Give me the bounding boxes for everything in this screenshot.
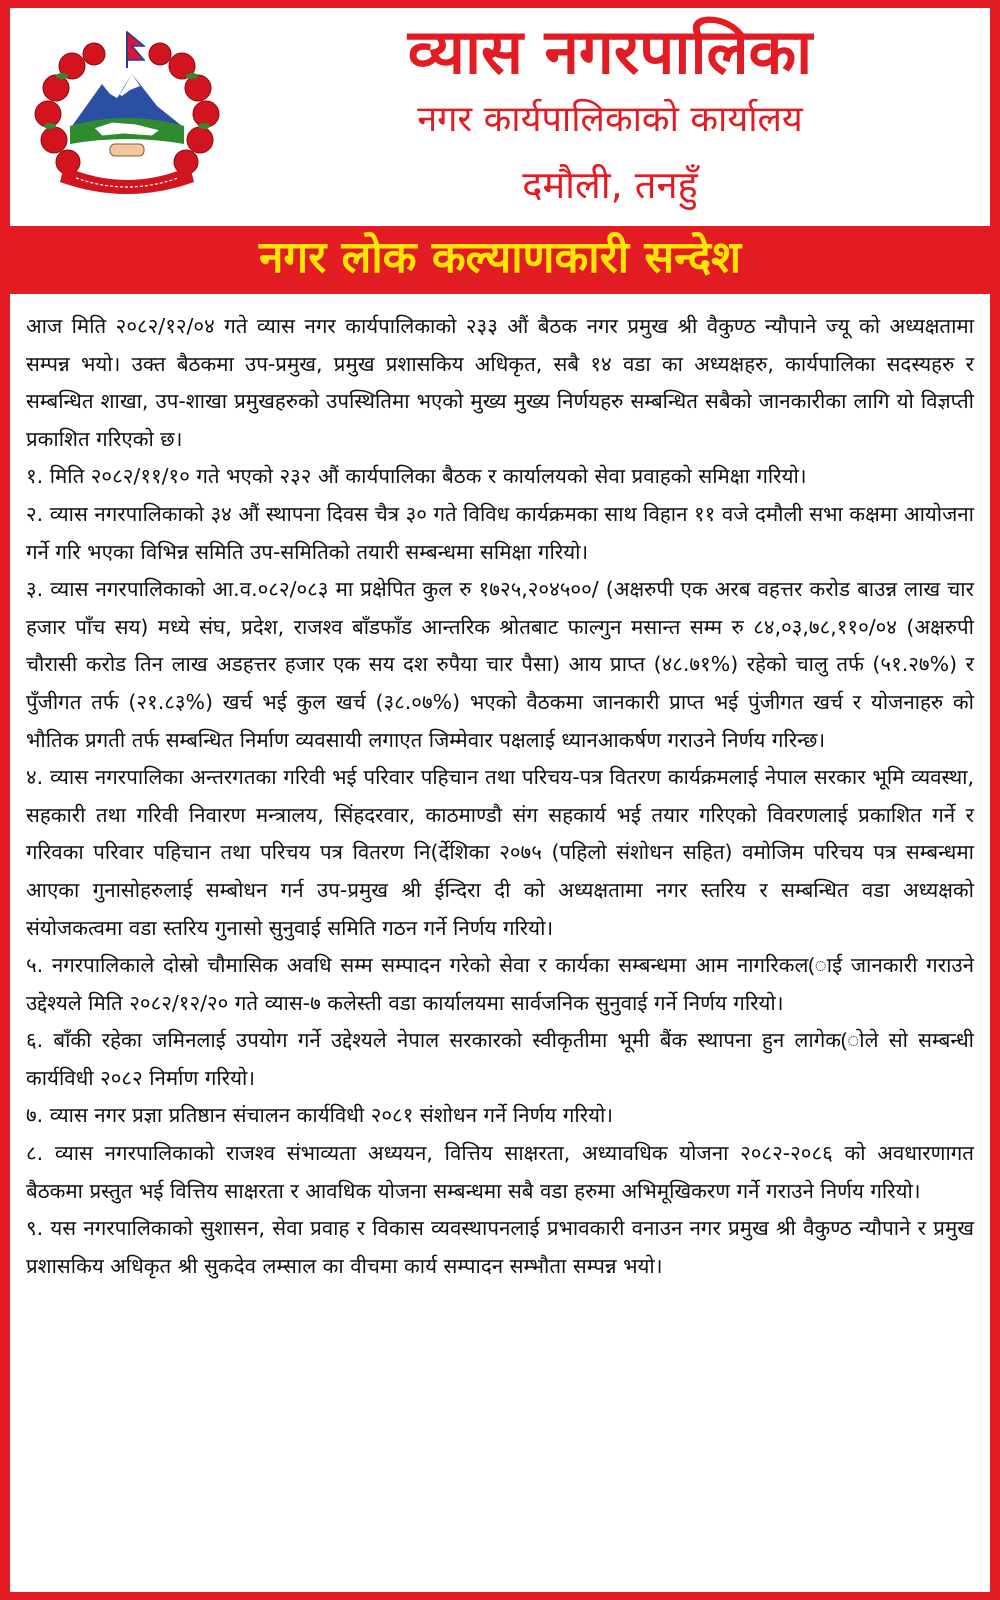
decision-item: १. मिति २०८२/११/१० गते भएको २३२ औं कार्यपालिका बैठक र कार्यालयको सेवा प्रवाहको समिक्षा गरियो।	[26, 464, 807, 489]
municipality-name: व्यास नगरपालिका	[407, 15, 813, 88]
notice-body	[10, 294, 990, 1592]
decision-item: ६. बाँकी रहेका जमिनलाई उपयोग गर्ने उद्देश्यले नेपाल सरकारको स्वीकृतीमा भूमी बैंक स्थापना हुन लागेक(ोले सो सम्बन्धी कार्यविधी २०८२ निर्माण गरियो।	[26, 1028, 974, 1090]
intro-paragraph: आज मिति २०८२/१२/०४ गते व्यास नगर कार्यपालिकाको २३३ औं बैठक नगर प्रमुख श्री वैकुण्ठ न्यौपाने ज्यू को अध्यक्षतामा सम्पन्न भयो। उक्त बैठकमा उप-प्रमुख, प्रमुख प्रशासकिय अधिकृत, सबै १४ वडा का अध्यक्षहरु, कार्यपालिका सदस्यहरु र सम्बन्धित शाखा, उप-शाखा प्रमुखहरुको उपस्थितिमा भएको मुख्य मुख्य निर्णयहरु सम्बन्धित सबैको जानकारीका लागि यो विज्ञप्ती प्रकाशित गरिएको छ।	[26, 314, 974, 451]
office-location: दमौली, तनहुँ	[522, 163, 698, 207]
header-panel	[10, 8, 990, 226]
decision-item: ४. व्यास नगरपालिका अन्तरगतका गरिवी भई परिवार पहिचान तथा परिचय-पत्र वितरण कार्यक्रमलाई नेपाल सरकार भूमि व्यवस्था, सहकारी तथा गरिवी निवारण मन्त्रालय, सिंहदरवार, काठमाण्डौ संग सहकार्य भई तयार गरिएको विवरणलाई प्रकाशित गर्ने र गरिवका परिवार पहिचान तथा परिचय पत्र वितरण नि(र्देशिका २०७५ (पहिलो संशोधन सहित) वमोजिम परिचय पत्र सम्बन्धमा आएका गुनासोहरुलाई सम्बोधन गर्न उप-प्रमुख श्री ईन्दिरा दी को अध्यक्षतामा नगर स्तरिय र सम्बन्धित वडा अध्यक्षको संयोजकत्वमा वडा स्तरिय गुनासो सुनुवाई समिति गठन गर्ने निर्णय गरियो।	[26, 765, 974, 940]
notice-banner	[10, 228, 990, 288]
notice-title: नगर लोक कल्याणकारी सन्देश	[259, 232, 741, 283]
decision-item: ३. व्यास नगरपालिकाको आ.व.०८२/०८३ मा प्रक्षेपित कुल रु १७२५,२०४५००/ (अक्षरुपी एक अरब वहत्तर करोड बाउन्न लाख चार हजार पाँच सय) मध्ये संघ, प्रदेश, राजश्व बाँडफाँड आन्तरिक श्रोतबाट फाल्गुन मसान्त सम्म रु ८४,०३,७८,११०/०४ (अक्षरुपी चौरासी करोड तिन लाख अडहत्तर हजार एक सय दश रुपैया चार पैसा) आय प्राप्त (४८.७१%) रहेको चालु तर्फ (५१.२७%) र पुँजीगत तर्फ (२१.८३%) खर्च भई कुल खर्च (३८.०७%) भएको वैठकमा जानकारी प्राप्त भई पुंजीगत खर्च र योजनाहरु को भौतिक प्रगती तर्फ सम्बन्धित निर्माण व्यवसायी लगाएत जिम्मेवार पक्षलाई ध्यानआकर्षण गराउने निर्णय गरिन्छ।	[26, 577, 974, 752]
decision-item: ७. व्यास नगर प्रज्ञा प्रतिष्ठान संचालन कार्यविधी २०८१ संशोधन गर्ने निर्णय गरियो।	[26, 1103, 614, 1128]
decision-item: २. व्यास नगरपालिकाको ३४ औं स्थापना दिवस चैत्र ३० गते विविध कार्यक्रमका साथ विहान ११ वजे दमौली सभा कक्षमा आयोजना गर्ने गरि भएका विभिन्न समिति उप-समितिको तयारी सम्बन्धमा समिक्षा गरियो।	[26, 501, 974, 564]
header-titles	[230, 8, 990, 226]
nepal-emblem-icon	[32, 26, 222, 201]
office-name: नगर कार्यपालिकाको कार्यालय	[417, 99, 803, 140]
decision-item: ९. यस नगरपालिकाको सुशासन, सेवा प्रवाह र विकास व्यवस्थापनलाई प्रभावकारी वनाउन नगर प्रमुख श्री वैकुण्ठ न्यौपाने र प्रमुख प्रशासकिय अधिकृत श्री सुकदेव लम्साल का वीचमा कार्य सम्पादन सम्भौता सम्पन्न भयो।	[26, 1216, 974, 1278]
decision-item: ८. व्यास नगरपालिकाको राजश्व संभाव्यता अध्ययन, वित्तिय साक्षरता, अध्यावधिक योजना २०८२-२०८६ को अवधारणागत बैठकमा प्रस्तुत भई वित्तिय साक्षरता र आवधिक योजना सम्बन्धमा सबै वडा हरुमा अभिमूखिकरण गर्ने गराउने निर्णय गरियो।	[26, 1141, 974, 1203]
decision-item: ५. नगरपालिकाले दोस्रो चौमासिक अवधि सम्म सम्पादन गरेको सेवा र कार्यका सम्बन्धमा आम नागरिकल(ाई जानकारी गराउने उद्देश्यले मिति २०८२/१२/२० गते व्यास-७ कलेस्ती वडा कार्यालयमा सार्वजनिक सुनुवाई गर्ने निर्णय गरियो।	[26, 953, 974, 1015]
